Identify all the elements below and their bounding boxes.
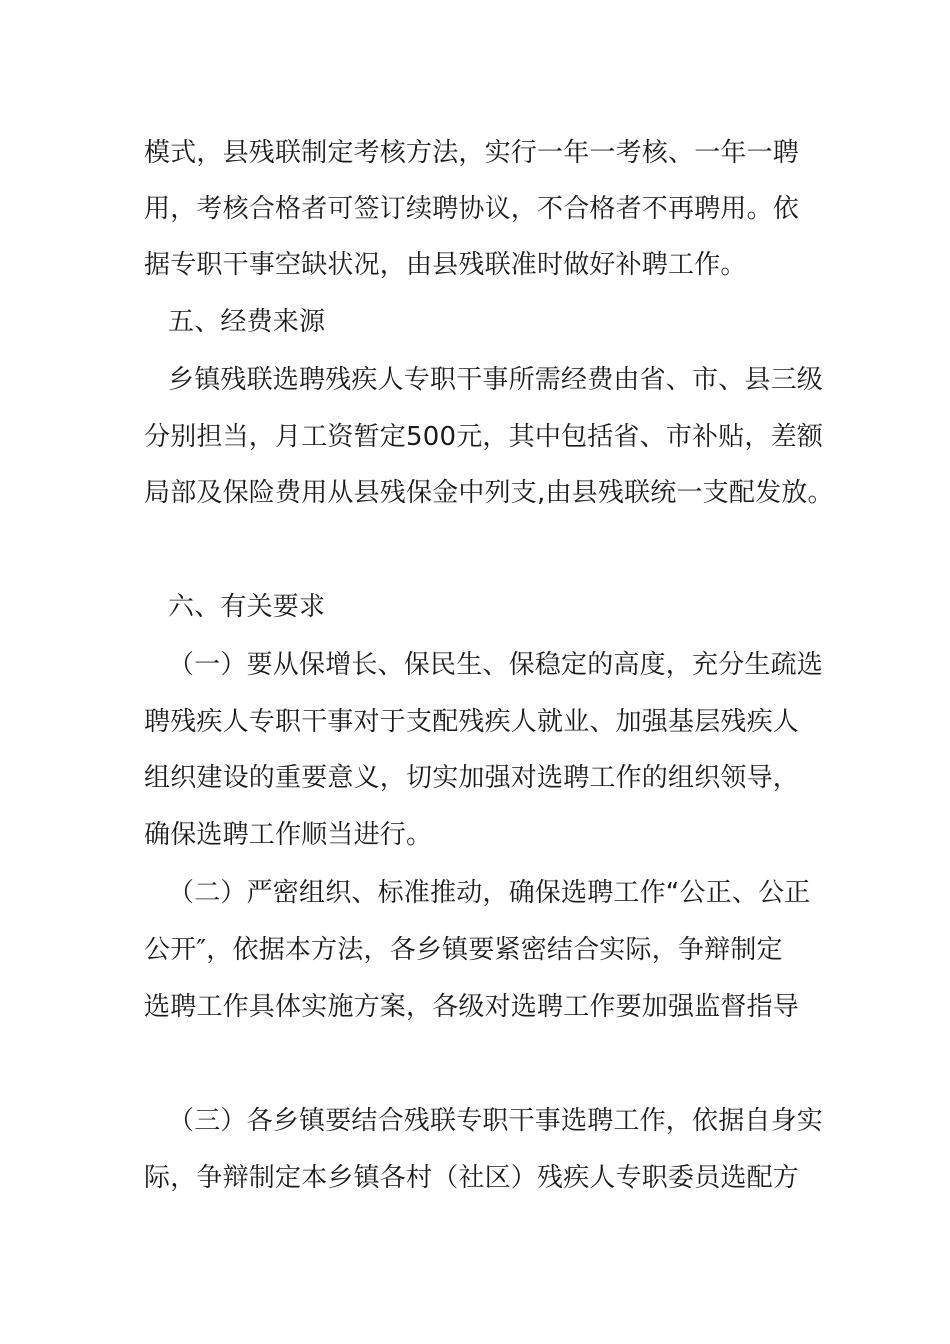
paragraph-line: 模式，县残联制定考核方法，实行一年一考核、一年一聘 [144, 138, 800, 168]
paragraph-line: （一）要从保增长、保民生、保稳定的高度，充分生疏选 [168, 650, 824, 680]
paragraph-line: 选聘工作具体实施方案，各级对选聘工作要加强监督指导 [144, 992, 800, 1022]
paragraph-line: （二）严密组织、标准推动，确保选聘工作“公正、公正 [168, 878, 811, 908]
paragraph-line: 确保选聘工作顺当进行。 [144, 820, 433, 850]
paragraph-line: 聘残疾人专职干事对于支配残疾人就业、加强基层残疾人 [144, 707, 800, 737]
paragraph-line: 分别担当，月工资暂定500元，其中包括省、市补贴，差额 [144, 422, 824, 452]
paragraph-line: （三）各乡镇要结合残联专职干事选聘工作，依据自身实 [168, 1106, 824, 1136]
paragraph-line: 际，争辩制定本乡镇各村（社区）残疾人专职委员选配方 [144, 1163, 800, 1193]
section-heading: 六、有关要求 [168, 592, 326, 622]
section-heading: 五、经费来源 [168, 307, 326, 337]
paragraph-line: 局部及保险费用从县残保金中列支,由县残联统一支配发放。 [144, 478, 834, 508]
paragraph-line: 组织建设的重要意义，切实加强对选聘工作的组织领导， [144, 763, 800, 793]
paragraph-line: 公开″，依据本方法，各乡镇要紧密结合实际，争辩制定 [144, 935, 783, 965]
paragraph-line: 乡镇残联选聘残疾人专职干事所需经费由省、市、县三级 [168, 365, 824, 395]
paragraph-line: 用，考核合格者可签订续聘协议，不合格者不再聘用。依 [144, 194, 800, 224]
paragraph-line: 据专职干事空缺状况，由县残联准时做好补聘工作。 [144, 250, 747, 280]
